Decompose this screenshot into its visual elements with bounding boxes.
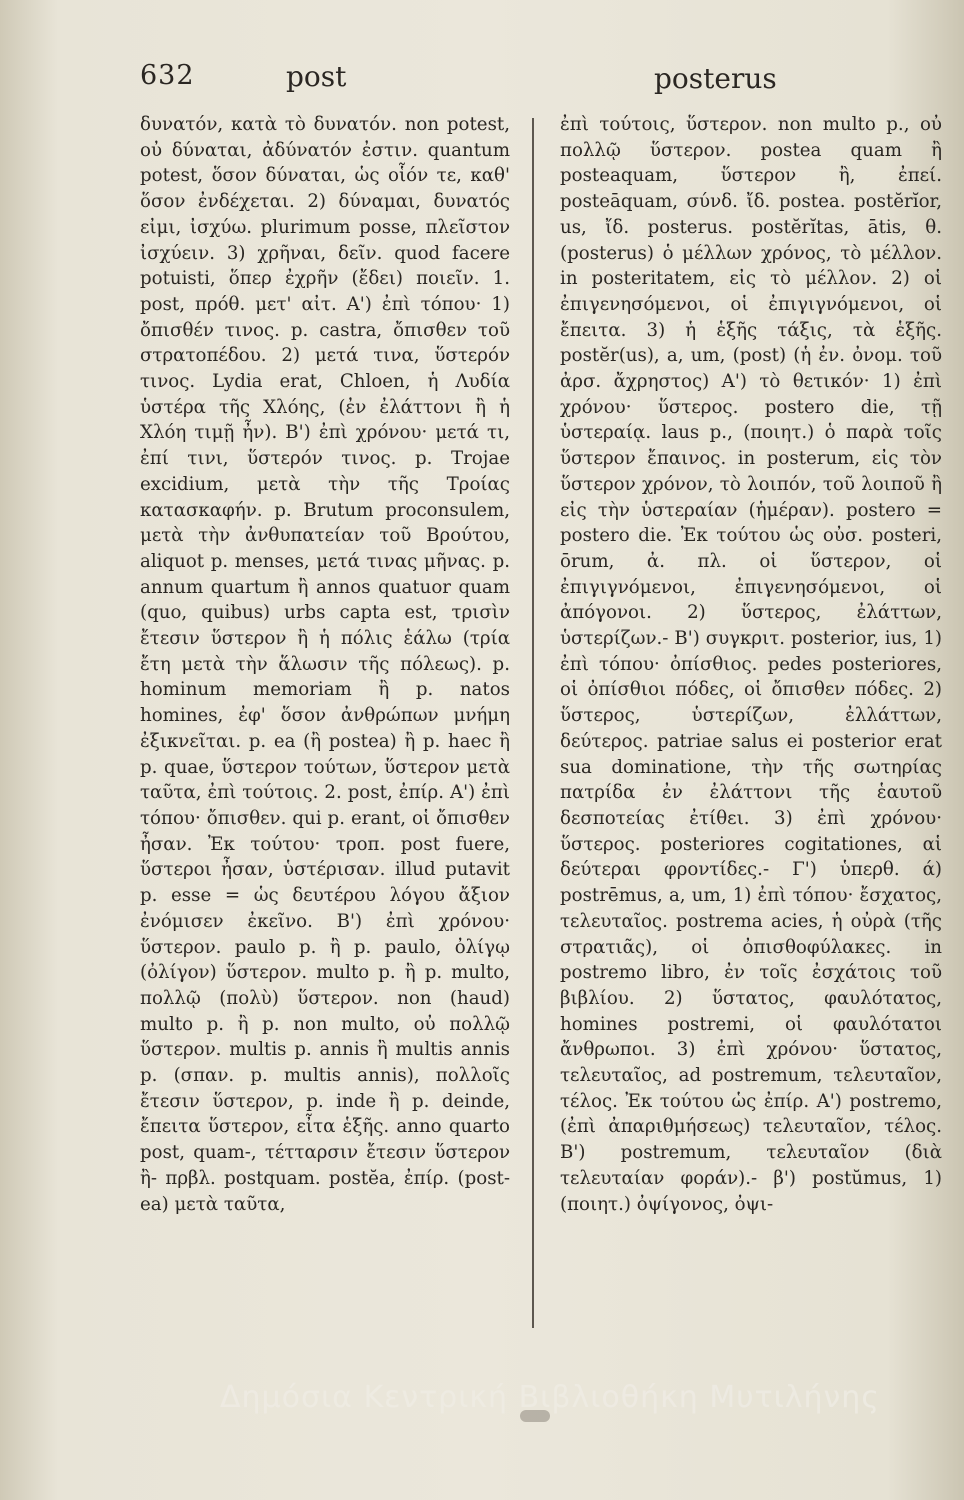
left-headword: post <box>286 60 347 93</box>
left-column <box>140 112 510 1217</box>
text-columns <box>140 112 942 1412</box>
left-column-text: δυνατόν, κατὰ τὸ δυνατόν. non potest, οὐ δύναται, ἀδύνατόν ἐστιν. quantum potest, ὅσον δύναται, ὡς οἷόν τε, καθ' ὅσον ἐνδέχεται. 2) δύναμαι, δυνατός εἰμι, ἰσχύω. plurimum posse, πλεῖστον ἰσχύειν. 3) χρῆναι, δεῖν. quod facere potuisti, ὅπερ ἐχρῆν (ἔδει) ποιεῖν. 1. post, πρόθ. μετ' αἰτ. Α') ἐπὶ τόπου· 1) ὄπισθέν τινος. p. castra, ὄπισθεν τοῦ στρατοπέδου. 2) μετά τινα, ὕστερόν τινος. Lydia erat, Chloen, ἡ Λυδία ὑστέρα τῆς Χλόης, (ἐν ἐλάττονι ἢ ἡ Χλόη τιμῇ ἦν). Β') ἐπὶ χρόνου· μετά τι, ἐπί τινι, ὕστερόν τινος. p. Trojae excidium, μετὰ τὴν τῆς Τροίας κατασκαφήν. p. Brutum proconsulem, μετὰ τὴν ἀνθυπατείαν τοῦ Βρούτου, aliquot p. menses, μετά τινας μῆνας. p. annum quartum ἢ annos quatuor quam (quo, quibus) urbs capta est, τρισὶν ἔτεσιν ὕστερον ἢ ἡ πόλις ἑάλω (τρία ἔτη μετὰ τὴν ἅλωσιν τῆς πόλεως). p. hominum memoriam ἢ p. natos homines, ἐφ' ὅσον ἀνθρώπων μνήμη ἐξικνεῖται. p. ea (ἢ postea) ἢ p. haec ἢ p. quae, ὕστερον τούτων, ὕστερον μετὰ ταῦτα, ἐπὶ τούτοις. 2. post, ἐπίρ. Α') ἐπὶ τόπου· ὄπισθεν. qui p. erant, οἱ ὄπισθεν ἦσαν. Ἐκ τούτου· τροπ. post fuere, ὕστεροι ἦσαν, ὑστέρισαν. illud putavit p. esse = ὡς δευτέρου λόγου ἄξιον ἐνόμισεν ἐκεῖνο. Β') ἐπὶ χρόνου· ὕστερον. paulo p. ἢ p. paulo, ὀλίγῳ (ὀλίγον) ὕστερον. multo p. ἢ p. multo, πολλῷ (πολὺ) ὕστερον. non (haud) multo p. ἢ p. non multo, οὐ πολλῷ ὕστερον. multis p. annis ἢ multis annis p. (σπαν. p. multis annis), πολλοῖς ἔτεσιν ὕστερον, p. inde ἢ p. deinde, ἔπειτα ὕστερον, εἶτα ἑξῆς. anno quarto post, quam-, τέτταρσιν ἔτεσιν ὕστερον ἢ- πρβλ. postquam. postĕa, ἐπίρ. (post-ea) μετὰ ταῦτα, <box>140 114 510 1215</box>
ink-smudge <box>520 1410 550 1422</box>
column-divider <box>532 118 534 1328</box>
page-header <box>140 60 780 100</box>
library-watermark: Δημόσια Κεντρική Βιβλιοθήκη Μυτιλήνης <box>220 1380 880 1415</box>
right-headword: posterus <box>654 62 777 95</box>
right-column-text: ἐπὶ τούτοις, ὕστερον. non multo p., οὐ πολλῷ ὕστερον. postea quam ἢ posteaquam, ὕστερον ἢ, ἐπεί. posteāquam, σύνδ. ἴδ. postea. postĕrĭor, us, ἴδ. posterus. postĕrĭtas, ātis, θ. (posterus) ὁ μέλλων χρόνος, τὸ μέλλον. in posteritatem, εἰς τὸ μέλλον. 2) οἱ ἐπιγενησόμενοι, οἱ ἐπιγιγνόμενοι, οἱ ἔπειτα. 3) ἡ ἑξῆς τάξις, τὰ ἑξῆς. postĕr(us), a, um, (post) (ἡ ἐν. ὀνομ. τοῦ ἀρσ. ἄχρηστος) Α') τὸ θετικόν· 1) ἐπὶ χρόνου· ὕστερος. postero die, τῇ ὑστεραίᾳ. laus p., (ποιητ.) ὁ παρὰ τοῖς ὕστερον ἔπαινος. in posterum, εἰς τὸν ὕστερον χρόνον, τὸ λοιπόν, τοῦ λοιποῦ ἢ εἰς τὴν ὑστεραίαν (ἡμέραν). postero = postero die. Ἐκ τούτου ὡς οὐσ. posteri, ōrum, ἀ. πλ. οἱ ὕστερον, οἱ ἐπιγιγνόμενοι, ἐπιγενησόμενοι, οἱ ἀπόγονοι. 2) ὕστερος, ἐλάττων, ὑστερίζων.- Β') συγκριτ. posterior, ius, 1) ἐπὶ τόπου· ὀπίσθιος. pedes posteriores, οἱ ὀπίσθιοι πόδες, οἱ ὄπισθεν πόδες. 2) ὕστερος, ὑστερίζων, ἐλλάττων, δεύτερος. patriae salus ei posterior erat sua dominatione, τὴν τῆς σωτηρίας πατρίδα ἐν ἐλάττονι τῆς ἑαυτοῦ δεσποτείας ἐτίθει. 3) ἐπὶ χρόνου· ὕστερος. posteriores cogitationes, αἱ δεύτεραι φροντίδες.- Γ') ὑπερθ. ά) postrēmus, a, um, 1) ἐπὶ τόπου· ἔσχατος, τελευταῖος. postrema acies, ἡ οὐρὰ (τῆς στρατιᾶς), οἱ ὀπισθοφύλακες. in postremo libro, ἐν τοῖς ἐσχάτοις τοῦ βιβλίου. 2) ὕστατος, φαυλότατος, homines postremi, οἱ φαυλότατοι ἄνθρωποι. 3) ἐπὶ χρόνου· ὕστατος, τελευταῖος, ad postremum, τελευταῖον, τέλος. Ἐκ τούτου ὡς ἐπίρ. Α') postremo, (ἐπὶ ἀπαριθμήσεως) τελευταῖον, τέλος. Β') postremum, τελευταῖον (διὰ τελευταίαν φοράν).- β') postŭmus, 1) (ποιητ.) ὀψίγονος, ὀψι- <box>560 114 942 1215</box>
right-column <box>560 112 942 1217</box>
page-number: 632 <box>140 60 195 91</box>
